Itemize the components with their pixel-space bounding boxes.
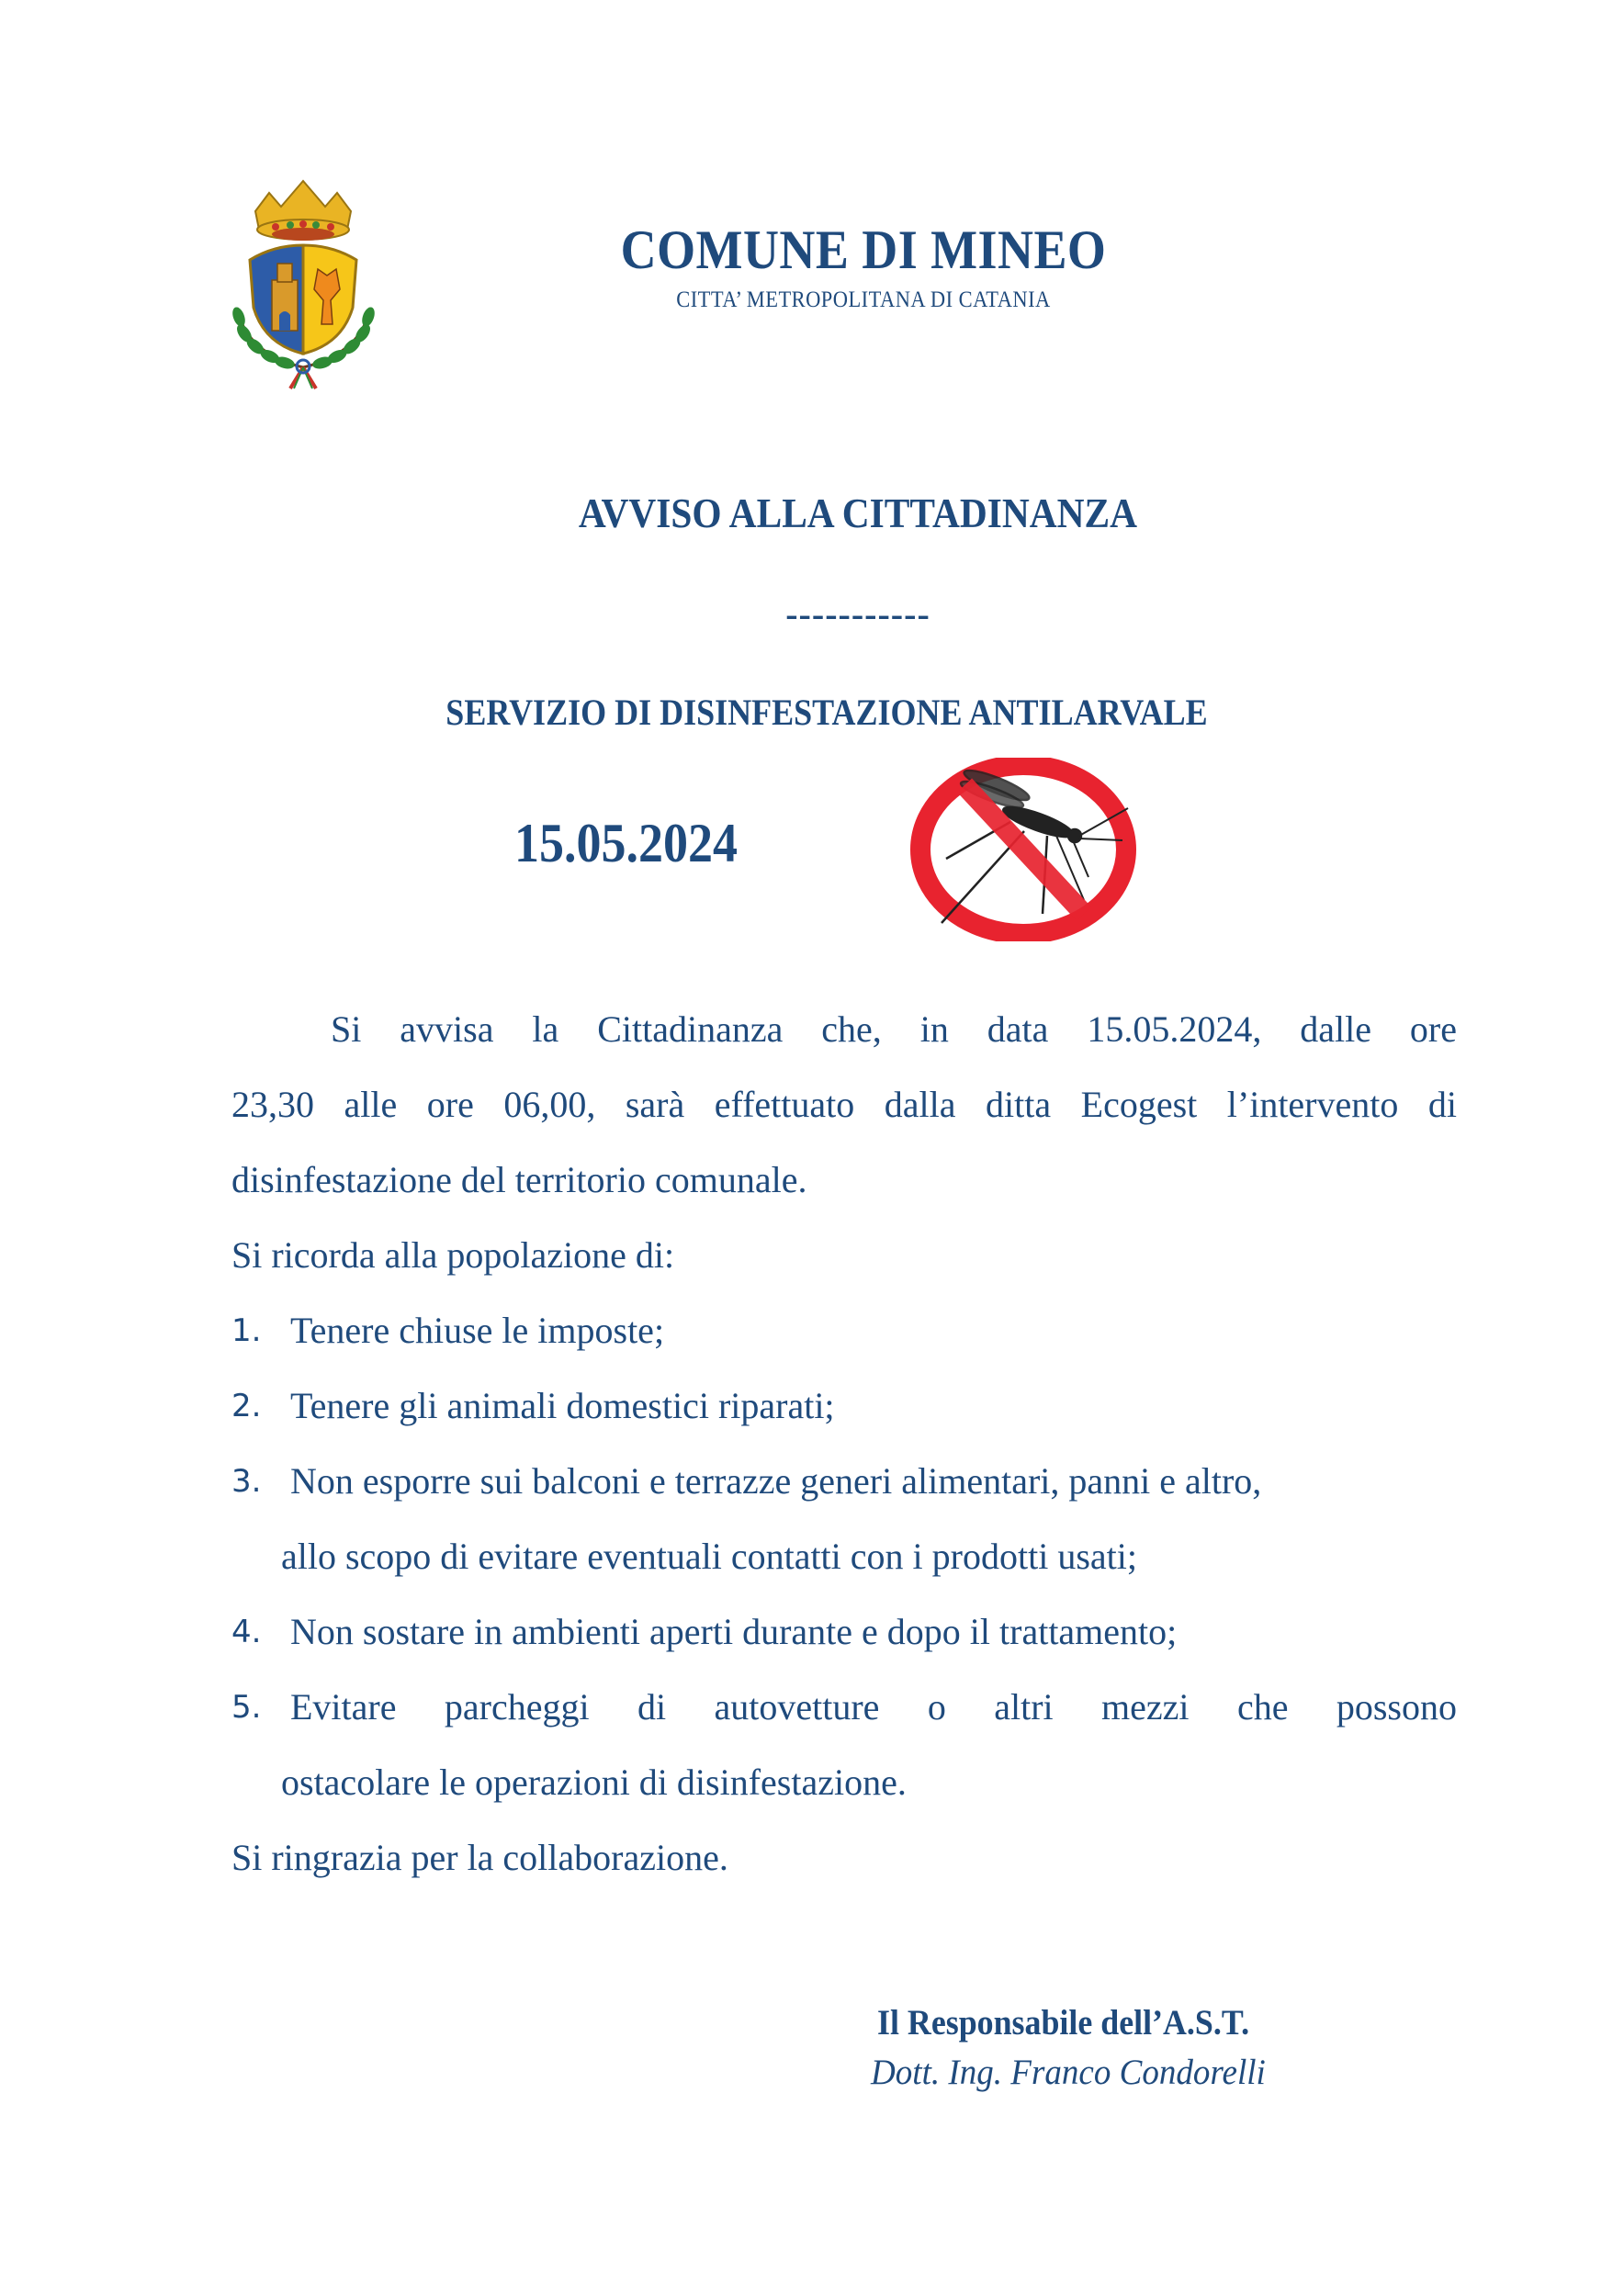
list-item-continued bbox=[231, 1745, 1457, 1820]
list-number: 1. bbox=[231, 1312, 262, 1349]
list-text: Evitare parcheggi di autovetture o altri mezzi che possono bbox=[290, 1686, 1457, 1728]
signature-name: Dott. Ing. Franco Condorelli bbox=[871, 2053, 1266, 2092]
list-item bbox=[231, 1444, 1457, 1594]
signature-role: Il Responsabile dell’A.S.T. bbox=[877, 2003, 1250, 2043]
coat-of-arms-icon bbox=[219, 179, 389, 390]
list-number: 3. bbox=[231, 1463, 262, 1500]
list-text: Tenere chiuse le imposte; bbox=[290, 1310, 665, 1351]
no-mosquito-icon bbox=[909, 758, 1153, 941]
list-item bbox=[231, 1368, 1457, 1444]
intro-rest: 23,30 alle ore 06,00, sarà effettuato dalla ditta Ecogest l’intervento di disinfestazione del territorio comunale. bbox=[231, 1084, 1457, 1200]
list-text-continued: ostacolare le operazioni di disinfestazione. bbox=[281, 1761, 907, 1803]
separator: ----------- bbox=[785, 593, 930, 635]
service-title: SERVIZIO DI DISINFESTAZIONE ANTILARVALE bbox=[445, 692, 1208, 733]
intro-first-line: Si avvisa la Cittadinanza che, in data 15.05.2024, dalle ore bbox=[331, 1008, 1457, 1050]
list-number: 4. bbox=[231, 1614, 262, 1650]
list-item bbox=[231, 1293, 1457, 1368]
municipality-subtitle: CITTA’ METROPOLITANA DI CATANIA bbox=[676, 287, 1051, 312]
list-item bbox=[231, 1670, 1457, 1745]
list-number: 5. bbox=[231, 1689, 262, 1726]
closing-text: Si ringrazia per la collaborazione. bbox=[231, 1837, 728, 1878]
list-text: Tenere gli animali domestici riparati; bbox=[290, 1385, 835, 1426]
list-text: Non esporre sui balconi e terrazze generi alimentari, panni e altro, bbox=[290, 1460, 1262, 1502]
list-number: 2. bbox=[231, 1388, 262, 1424]
notice-body bbox=[231, 992, 1457, 1896]
notice-date: 15.05.2024 bbox=[514, 813, 738, 873]
list-item bbox=[231, 1594, 1457, 1670]
recommendations-list bbox=[231, 1293, 1457, 1820]
municipality-title: COMUNE DI MINEO bbox=[620, 219, 1107, 280]
coat-of-arms-logo bbox=[219, 179, 389, 390]
notice-title: AVVISO ALLA CITTADINANZA bbox=[578, 490, 1138, 536]
list-text-continued: allo scopo di evitare eventuali contatti con i prodotti usati; bbox=[281, 1536, 1137, 1577]
reminder-text: Si ricorda alla popolazione di: bbox=[231, 1234, 675, 1276]
list-text: Non sostare in ambienti aperti durante e dopo il trattamento; bbox=[290, 1611, 1178, 1652]
